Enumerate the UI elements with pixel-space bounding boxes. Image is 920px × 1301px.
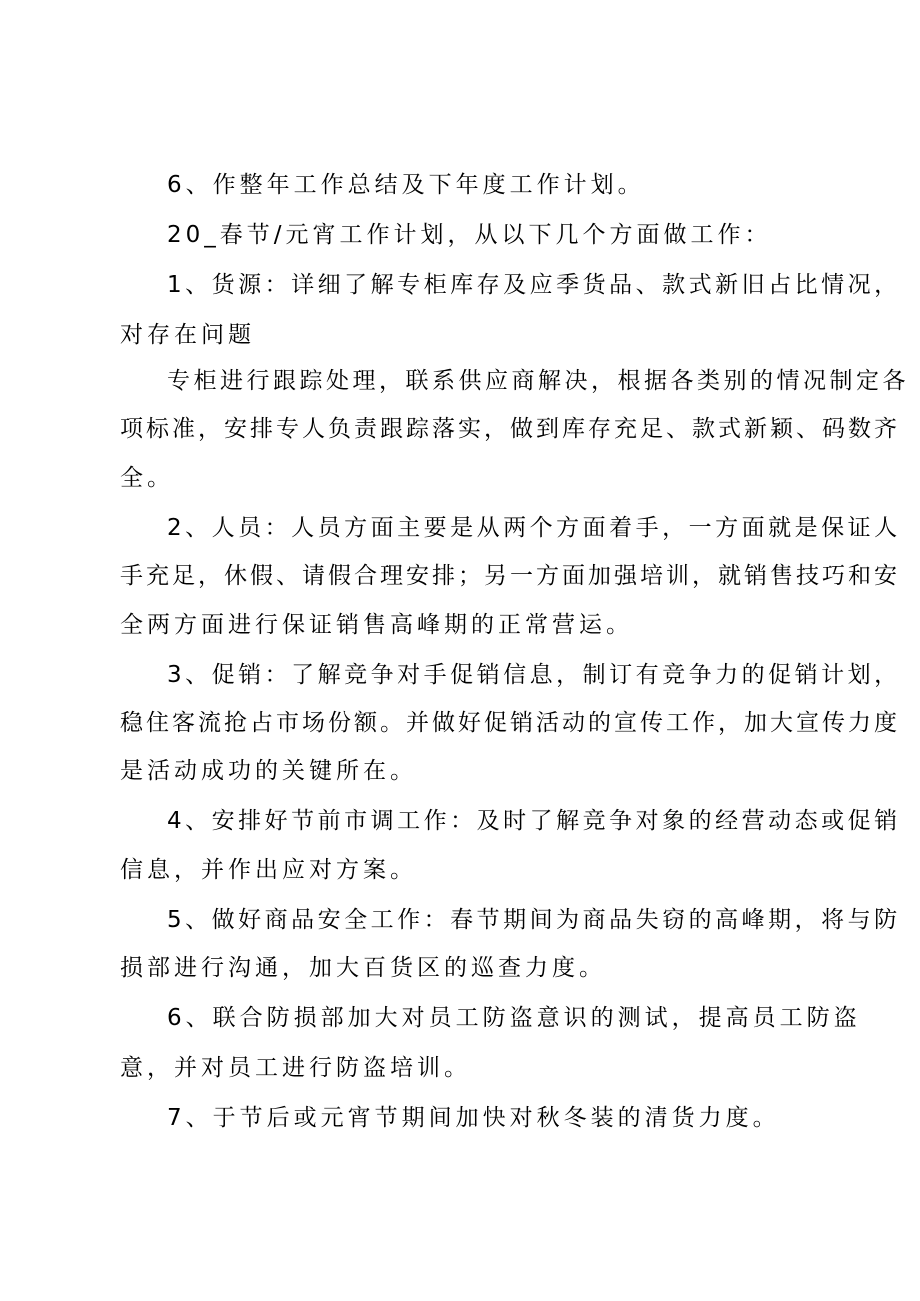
paragraph-line: 1、货源：详细了解专柜库存及应季货品、款式新旧占比情况，: [167, 272, 901, 298]
paragraph-line: 6、作整年工作总结及下年度工作计划。: [167, 172, 645, 198]
paragraph-line: 损部进行沟通，加大百货区的巡查力度。: [120, 955, 606, 981]
paragraph-line: 手充足，休假、请假合理安排；另一方面加强培训，就销售技巧和安: [120, 563, 900, 589]
paragraph-line: 稳住客流抢占市场份额。并做好促销活动的宣传工作，加大宣传力度: [120, 710, 900, 736]
paragraph-line: 全。: [120, 465, 174, 491]
paragraph-line: 5、做好商品安全工作：春节期间为商品失窃的高峰期，将与防: [167, 907, 901, 933]
paragraph-line: 全两方面进行保证销售高峰期的正常营运。: [120, 612, 633, 638]
paragraph-line: 7、于节后或元宵节期间加快对秋冬装的清货力度。: [167, 1105, 780, 1131]
paragraph-line: 专柜进行跟踪处理，联系供应商解决，根据各类别的情况制定各: [167, 368, 909, 394]
paragraph-line: 信息，并作出应对方案。: [120, 857, 417, 883]
paragraph-line: 项标准，安排专人负责跟踪落实，做到库存充足、款式新颖、码数齐: [120, 416, 900, 442]
paragraph-line: 6、联合防损部加大对员工防盗意识的测试，提高员工防盗: [167, 1005, 861, 1031]
paragraph-line: 是活动成功的关键所在。: [120, 758, 417, 784]
paragraph-line: 意，并对员工进行防盗培训。: [120, 1055, 471, 1081]
paragraph-line: 4、安排好节前市调工作：及时了解竞争对象的经营动态或促销: [167, 808, 901, 834]
paragraph-line: 对存在问题: [120, 322, 255, 348]
paragraph-line: 2、人员：人员方面主要是从两个方面着手，一方面就是保证人: [167, 515, 901, 541]
paragraph-line: 20_春节/元宵工作计划，从以下几个方面做工作：: [167, 222, 772, 248]
paragraph-line: 3、促销：了解竞争对手促销信息，制订有竞争力的促销计划，: [167, 662, 901, 688]
